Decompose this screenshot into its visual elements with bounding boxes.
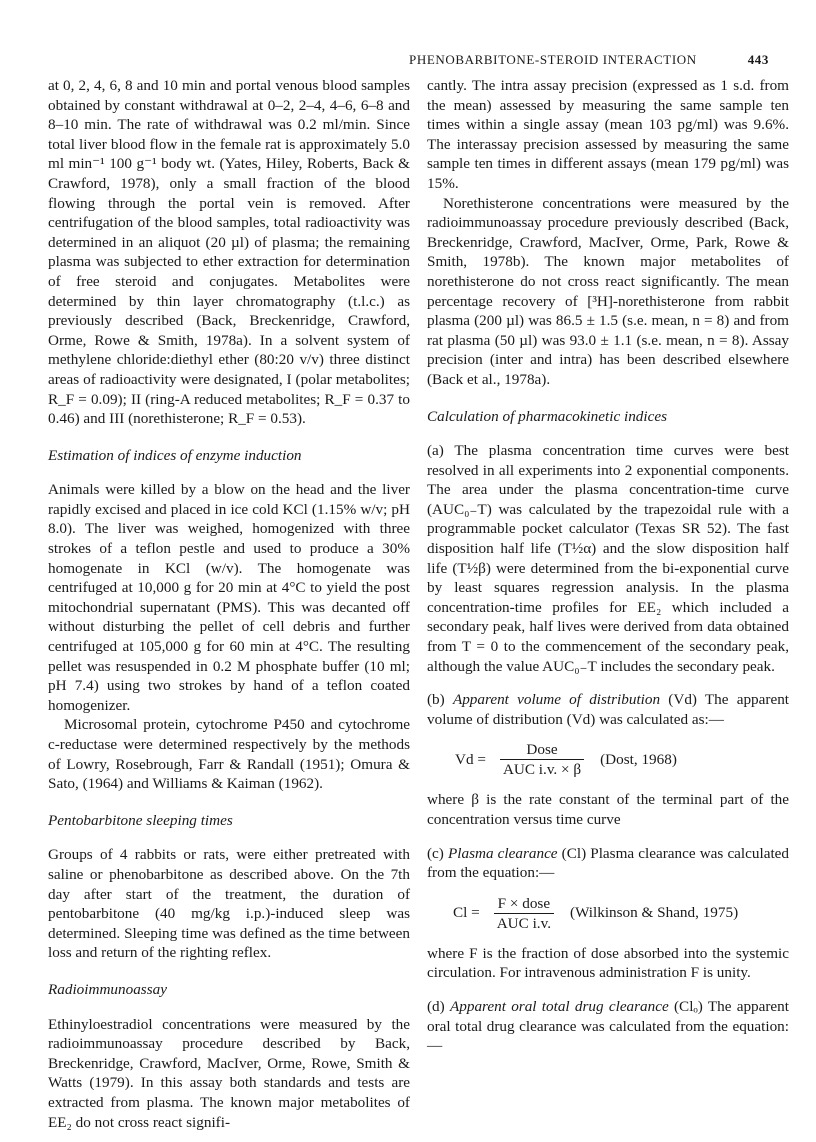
paragraph-oral-clearance — [427, 997, 789, 1056]
paragraph-microsomal: Microsomal protein, cytochrome P450 and cytochrome c-reductase were determined respectively by the methods of Lowry, Rosebrough, Farr & Randall (1951); Omura & Sato, (1964) and Williams & Kaiman (1962). — [48, 716, 410, 793]
paragraph-assay-precision: cantly. The intra assay precision (expressed as 1 s.d. from the mean) assessed by measuring the same sample ten times within a single assay (mean 103 pg/ml) was 9.6%. The interassay precision assessed by measuring the same sample ten times in different assays (mean 179 pg/ml) was 15%. — [427, 77, 789, 192]
page-number: 443 — [747, 52, 769, 67]
vd-equation — [455, 741, 789, 778]
heading-enzyme-induction: Estimation of indices of enzyme induction — [48, 446, 302, 464]
text-volume-distribution: (Vd) The apparent volume of distribution (Vd) was calculated as:— — [427, 691, 790, 728]
label-b: (b) — [427, 691, 445, 709]
right-column — [427, 76, 789, 1056]
running-title: PHENOBARBITONE-STEROID INTERACTION — [409, 52, 697, 67]
paragraph-cl-where: where F is the fraction of dose absorbed into the systemic circulation. For intravenous administration F is unity. — [427, 944, 789, 982]
paragraph-vd-where: where β is the rate constant of the terminal part of the concentration versus time curve — [427, 791, 789, 828]
heading-sleeping-times: Pentobarbitone sleeping times — [48, 811, 233, 829]
vd-citation: (Dost, 1968) — [600, 751, 677, 769]
label-d: (d) — [427, 997, 445, 1015]
paragraph-radioimmunoassay: Ethinyloestradiol concentrations were measured by the radioimmunoassay procedure described by Back, Breckenridge, Crawford, MacIver, Orme, Rowe, Smith & Watts (1979). In this assay both standards and tests are extracted from plasma. The known major metabolites of EE₂ do not cross react signifi- — [48, 1015, 410, 1131]
vd-lhs: Vd = — [455, 751, 486, 769]
title-plasma-clearance: Plasma clearance — [447, 844, 558, 862]
vd-denominator: AUC i.v. × β — [500, 759, 584, 778]
heading-radioimmunoassay: Radioimmunoassay — [48, 980, 167, 998]
cl-denominator: AUC i.v. — [494, 913, 554, 932]
vd-fraction — [500, 741, 584, 778]
cl-citation: (Wilkinson & Shand, 1975) — [570, 904, 739, 922]
heading-pharmacokinetics: Calculation of pharmacokinetic indices — [427, 407, 668, 425]
paragraph-sampling: at 0, 2, 4, 6, 8 and 10 min and portal venous blood samples obtained by constant withdrawal at 0–2, 2–4, 4–6, 6–8 and 8–10 min. The rate of withdrawal was 0.2 ml/min. Since total liver blood flow in the female rat is approximately 5.0 ml min⁻¹ 100 g⁻¹ body wt. (Yates, Hiley, Roberts, Back & Crawford, 1978), only a small fraction of the blood flowing through the portal vein is removed. After centrifugation of the blood samples, total radioactivity was determined in an aliquot (20 µl) of plasma; the remaining plasma was subjected to ether extraction for determination of free steroid and conjugates. Metabolites were determined by thin layer chromatography (t.l.c.) as previously described (Back, Breckenridge, Crawford, Orme, Rowe & Smith, 1978a). In a solvent system of methylene chloride:diethyl ether (80:20 v/v) three distinct areas of radioactivity were designated, I (polar metabolites; R_F = 0.09); II (ring-A reduced metabolites; R_F = 0.37 to 0.46) and III (norethisterone; R_F = 0.53). — [48, 77, 410, 428]
title-volume-distribution: Apparent volume of distribution — [452, 691, 661, 709]
paragraph-plasma-clearance — [427, 844, 789, 883]
vd-numerator: Dose — [526, 741, 558, 759]
label-c: (c) — [427, 844, 444, 862]
paragraph-volume-distribution — [427, 690, 789, 729]
cl-lhs: Cl = — [453, 904, 480, 922]
title-oral-clearance: Apparent oral total drug clearance — [449, 997, 669, 1015]
cl-equation — [453, 895, 789, 932]
text-plasma-clearance: (Cl) Plasma clearance was calculated from the equation:— — [427, 844, 789, 882]
text-oral-clearance: (Clₒ) The apparent oral total drug clearance was calculated from the equation:— — [427, 997, 789, 1055]
cl-numerator: F × dose — [497, 894, 551, 912]
paragraph-enzyme-induction: Animals were killed by a blow on the head and the liver rapidly excised and placed in ice cold KCl (1.15% w/v; pH 8.0). The liver was weighed, homogenized with three strokes of a teflon pestle and used to produce a 30% homogenate in KCl (w/v). The homogenate was centrifuged at 10,000 g for 20 min at 4°C to yield the post mitochondrial supernatant (PMS). This was decanted off without disturbing the pellet of cell debris and further centrifuged at 105,000 g for 60 min at 4°C. The resulting pellet was resuspended in 0.2 M phosphate buffer (10 ml; pH 7.4) using two strokes by hand of a teflon coated homogenizer. — [48, 481, 410, 714]
paragraph-norethisterone: Norethisterone concentrations were measured by the radioimmunoassay procedure previously described (Back, Breckenridge, Crawford, MacIver, Orme, Park, Rowe & Smith, 1978b). The known major metabolites of norethisterone do not cross react significantly. The mean percentage recovery of [³H]-norethisterone from rabbit plasma (200 µl) was 86.5 ± 1.5 (s.e. mean, n = 8) and from rat plasma (50 µl) was 93.0 ± 1.1 (s.e. mean, n = 8). Assay precision (inter and intra) has been described elsewhere (Back et al., 1978a). — [427, 194, 789, 388]
paragraph-auc: (a) The plasma concentration time curves were best resolved in all experiments into 2 exponential components. The area under the plasma concentration-time curve (AUC₀₋T) was calculated by the trapezoidal rule with a programmable pocket calculator (Texas SR 52). The fast disposition half life (T½α) and the slow disposition half life (T½β) were determined from the bi-exponential curve by least squares regression analysis. In the plasma concentration-time profiles for EE₂ which included a secondary peak, half lives were derived from data obtained from T = 0 to the commencement of the secondary peak, although the value AUC₀₋T includes the secondary peak. — [427, 442, 789, 675]
cl-fraction — [494, 895, 554, 932]
paragraph-sleeping-times: Groups of 4 rabbits or rats, were either pretreated with saline or phenobarbitone as described above. On the 7th day after start of the treatment, the duration of pentobarbitone (40 mg/kg i.p.)-induced sleep was determined. Sleeping time was defined as the time between loss and return of the righting reflex. — [48, 846, 410, 962]
left-column — [48, 76, 410, 1132]
